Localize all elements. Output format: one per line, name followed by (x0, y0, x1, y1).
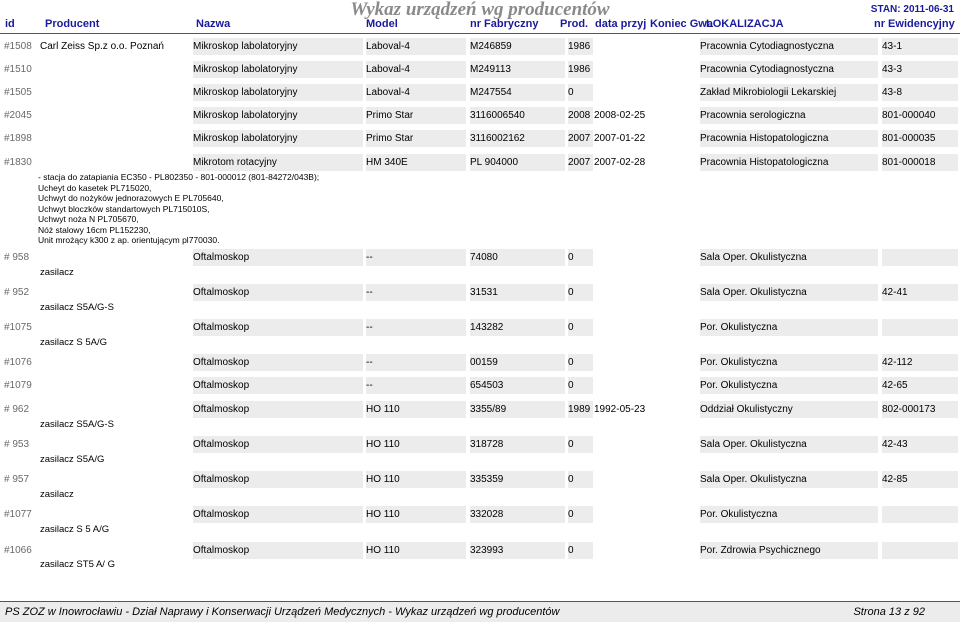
cell-nr-fabryczny: 318728 (470, 436, 565, 453)
cell-prod-year: 0 (568, 506, 593, 523)
cell-data-przyj: 2007-01-22 (594, 133, 646, 144)
cell-model: HO 110 (366, 506, 466, 523)
table-row (0, 284, 960, 302)
cell-data-przyj (594, 542, 697, 559)
cell-producent (40, 284, 189, 301)
cell-producent (40, 542, 189, 559)
cell-nr-fabryczny: PL 904000 (470, 154, 565, 171)
cell-data-przyj (594, 471, 697, 488)
accessory-line: zasilacz ST5 A/ G (40, 559, 115, 570)
cell-nr-ewidencyjny: 42-65 (882, 377, 958, 394)
cell-id: #1510 (4, 64, 32, 75)
cell-lokalizacja: Por. Okulistyczna (700, 377, 878, 394)
cell-model: HO 110 (366, 471, 466, 488)
cell-nr-ewidencyjny: 801-000018 (882, 154, 958, 171)
cell-lokalizacja: Por. Okulistyczna (700, 319, 878, 336)
cell-prod-year: 0 (568, 284, 593, 301)
cell-nr-ewidencyjny: 42-43 (882, 436, 958, 453)
cell-nr-fabryczny: M246859 (470, 38, 565, 55)
cell-id: # 953 (4, 439, 30, 450)
cell-nazwa: Oftalmoskop (193, 436, 363, 453)
cell-data-przyj (594, 377, 697, 394)
cell-nr-ewidencyjny (882, 249, 958, 266)
cell-nazwa: Oftalmoskop (193, 319, 363, 336)
cell-id: # 957 (4, 474, 30, 485)
footer-text: PS ZOZ w Inowrocławiu - Dział Naprawy i Konserwacji Urządzeń Medycznych - Wykaz urządzeń wg producentów (5, 606, 560, 618)
cell-lokalizacja: Sala Oper. Okulistyczna (700, 284, 878, 301)
note-line: Unit mrożący k300 z ap. orientującym pl770030. (38, 235, 220, 245)
table-row (0, 354, 960, 372)
cell-id: #1505 (4, 87, 32, 98)
col-header-nr-fabryczny: nr Fabryczny (470, 18, 539, 30)
cell-prod-year: 2007 (568, 154, 593, 171)
report-date: STAN: 2011-06-31 (870, 4, 954, 15)
cell-nazwa: Oftalmoskop (193, 401, 363, 418)
cell-nazwa: Mikroskop labolatoryjny (193, 130, 363, 147)
cell-data-przyj (594, 249, 697, 266)
accessory-line: zasilacz S5A/G-S (40, 419, 114, 430)
cell-nr-fabryczny: 335359 (470, 471, 565, 488)
table-row (0, 61, 960, 79)
cell-nazwa: Mikroskop labolatoryjny (193, 107, 363, 124)
table-row (0, 542, 960, 560)
cell-lokalizacja: Pracownia Cytodiagnostyczna (700, 38, 878, 55)
cell-model: HO 110 (366, 542, 466, 559)
table-row (0, 436, 960, 454)
cell-producent (40, 107, 189, 124)
cell-model: Laboval-4 (366, 38, 466, 55)
cell-lokalizacja: Sala Oper. Okulistyczna (700, 436, 878, 453)
cell-model: Primo Star (366, 130, 466, 147)
cell-nr-ewidencyjny: 801-000040 (882, 107, 958, 124)
note-line: Uchwyt do nożyków jednorazowych E PL705640, (38, 193, 224, 203)
cell-nazwa: Mikroskop labolatoryjny (193, 38, 363, 55)
cell-lokalizacja: Oddział Okulistyczny (700, 401, 878, 418)
cell-prod-year: 1986 (568, 61, 593, 78)
cell-data-przyj (594, 84, 697, 101)
cell-nazwa: Oftalmoskop (193, 506, 363, 523)
cell-data-przyj (594, 319, 697, 336)
cell-prod-year: 1986 (568, 38, 593, 55)
cell-producent (40, 84, 189, 101)
cell-producent (40, 377, 189, 394)
cell-prod-year: 0 (568, 319, 593, 336)
cell-producent (40, 130, 189, 147)
table-row (0, 130, 960, 148)
cell-nr-fabryczny: 00159 (470, 354, 565, 371)
cell-lokalizacja: Sala Oper. Okulistyczna (700, 249, 878, 266)
cell-id: #1830 (4, 157, 32, 168)
cell-producent (40, 319, 189, 336)
accessory-line: zasilacz S5A/G-S (40, 302, 114, 313)
cell-producent (40, 354, 189, 371)
cell-nr-fabryczny: 3116002162 (470, 130, 565, 147)
note-line: Ucheyt do kasetek PL715020, (38, 182, 152, 193)
cell-id: #1076 (4, 357, 32, 368)
cell-nr-ewidencyjny: 42-41 (882, 284, 958, 301)
col-header-model: Model (366, 18, 398, 30)
table-row (0, 506, 960, 524)
cell-nr-ewidencyjny: 43-3 (882, 61, 958, 78)
cell-nr-ewidencyjny (882, 319, 958, 336)
cell-id: #2045 (4, 110, 32, 121)
cell-nr-ewidencyjny: 43-8 (882, 84, 958, 101)
col-header-data-przyj: data przyj (595, 18, 647, 30)
note-line: Uchwyt bloczków standartowych PL715010S, (38, 203, 210, 214)
col-header-nr-ewidencyjny: nr Ewidencyjny (874, 18, 955, 30)
cell-nr-fabryczny: M249113 (470, 61, 565, 78)
col-header-lokalizacja: LOKALIZACJA (706, 18, 784, 30)
cell-nazwa: Mikroskop labolatoryjny (193, 84, 363, 101)
cell-producent (40, 471, 189, 488)
page-footer (0, 601, 960, 622)
accessory-line: zasilacz S 5A/G (40, 337, 108, 348)
cell-prod-year: 0 (568, 249, 593, 266)
cell-nazwa: Oftalmoskop (193, 284, 363, 301)
table-row (0, 319, 960, 337)
accessory-line: zasilacz (40, 267, 74, 278)
cell-prod-year: 0 (568, 542, 593, 559)
cell-nazwa: Oftalmoskop (193, 249, 363, 266)
cell-nr-fabryczny: 323993 (470, 542, 565, 559)
cell-nazwa: Mikrotom rotacyjny (193, 154, 363, 171)
cell-prod-year: 0 (568, 354, 593, 371)
note-line: - stacja do zatapiania EC350 - PL802350 - 801-000012 (801-84272/043B); (38, 172, 320, 182)
cell-producent (40, 436, 189, 453)
cell-lokalizacja: Por. Okulistyczna (700, 506, 878, 523)
cell-producent (40, 506, 189, 523)
cell-data-przyj (594, 38, 697, 55)
cell-nr-fabryczny: 654503 (470, 377, 565, 394)
cell-producent: Carl Zeiss Sp.z o.o. Poznań (40, 41, 164, 52)
note-line: Nóż stalowy 16cm PL152230, (38, 224, 151, 235)
page-header (0, 0, 960, 35)
cell-id: #1066 (4, 545, 32, 556)
cell-id: #1508 (4, 41, 32, 52)
report-title: Wykaz urządzeń wg producentów (350, 0, 610, 20)
cell-lokalizacja: Pracownia Histopatologiczna (700, 130, 878, 147)
cell-id: #1898 (4, 133, 32, 144)
cell-model: Primo Star (366, 107, 466, 124)
cell-nr-ewidencyjny (882, 506, 958, 523)
cell-id: # 952 (4, 287, 30, 298)
cell-nr-fabryczny: 3116006540 (470, 107, 565, 124)
cell-model: -- (366, 249, 466, 266)
cell-prod-year: 0 (568, 84, 593, 101)
cell-model: -- (366, 319, 466, 336)
cell-nr-fabryczny: M247554 (470, 84, 565, 101)
cell-data-przyj (594, 506, 697, 523)
cell-producent (40, 154, 189, 171)
cell-data-przyj (594, 61, 697, 78)
cell-nazwa: Oftalmoskop (193, 471, 363, 488)
cell-prod-year: 2008 (568, 107, 593, 124)
table-row (0, 471, 960, 489)
cell-nr-fabryczny: 31531 (470, 284, 565, 301)
cell-nr-ewidencyjny: 42-85 (882, 471, 958, 488)
table-row (0, 154, 960, 172)
cell-nr-ewidencyjny: 43-1 (882, 38, 958, 55)
note-line: Uchwyt noża N PL705670, (38, 214, 139, 224)
cell-model: HO 110 (366, 401, 466, 418)
cell-prod-year: 0 (568, 471, 593, 488)
accessory-line: zasilacz S 5 A/G (40, 524, 110, 535)
cell-lokalizacja: Zakład Mikrobiologii Lekarskiej (700, 84, 878, 101)
col-header-koniec-gwa: Koniec Gwa (650, 18, 713, 30)
cell-lokalizacja: Por. Okulistyczna (700, 354, 878, 371)
cell-producent (40, 401, 189, 418)
cell-producent (40, 61, 189, 78)
cell-data-przyj (594, 354, 697, 371)
col-header-nazwa: Nazwa (196, 18, 231, 30)
cell-model: -- (366, 377, 466, 394)
cell-nr-ewidencyjny (882, 542, 958, 559)
cell-nr-ewidencyjny: 801-000035 (882, 130, 958, 147)
cell-data-przyj (594, 284, 697, 301)
table-row (0, 107, 960, 125)
cell-nr-fabryczny: 143282 (470, 319, 565, 336)
col-header-id: id (5, 18, 15, 30)
cell-nazwa: Oftalmoskop (193, 354, 363, 371)
cell-data-przyj: 2008-02-25 (594, 110, 646, 121)
cell-nr-fabryczny: 3355/89 (470, 401, 565, 418)
cell-lokalizacja: Por. Zdrowia Psychicznego (700, 542, 878, 559)
header-divider (0, 33, 960, 34)
cell-nr-fabryczny: 74080 (470, 249, 565, 266)
cell-model: HO 110 (366, 436, 466, 453)
cell-nazwa: Mikroskop labolatoryjny (193, 61, 363, 78)
cell-lokalizacja: Sala Oper. Okulistyczna (700, 471, 878, 488)
table-row (0, 401, 960, 419)
cell-nazwa: Oftalmoskop (193, 542, 363, 559)
cell-prod-year: 2007 (568, 130, 593, 147)
cell-data-przyj (594, 436, 697, 453)
cell-id: #1075 (4, 322, 32, 333)
cell-model: Laboval-4 (366, 61, 466, 78)
cell-lokalizacja: Pracownia serologiczna (700, 107, 878, 124)
accessory-line: zasilacz (40, 489, 74, 500)
cell-model: -- (366, 354, 466, 371)
table-row (0, 84, 960, 102)
cell-prod-year: 0 (568, 436, 593, 453)
cell-model: -- (366, 284, 466, 301)
cell-data-przyj: 1992-05-23 (594, 404, 646, 415)
table-row (0, 38, 960, 56)
cell-id: # 958 (4, 252, 30, 263)
cell-lokalizacja: Pracownia Histopatologiczna (700, 154, 878, 171)
col-header-producent: Producent (45, 18, 100, 30)
cell-prod-year: 1989 (568, 401, 593, 418)
page-number: Strona 13 z 92 (853, 606, 925, 618)
cell-lokalizacja: Pracownia Cytodiagnostyczna (700, 61, 878, 78)
table-row (0, 377, 960, 395)
cell-nr-ewidencyjny: 802-000173 (882, 401, 958, 418)
accessory-line: zasilacz S5A/G (40, 454, 105, 465)
cell-data-przyj: 2007-02-28 (594, 157, 646, 168)
cell-prod-year: 0 (568, 377, 593, 394)
cell-model: HM 340E (366, 154, 466, 171)
cell-nr-ewidencyjny: 42-112 (882, 354, 958, 371)
cell-model: Laboval-4 (366, 84, 466, 101)
cell-nazwa: Oftalmoskop (193, 377, 363, 394)
cell-nr-fabryczny: 332028 (470, 506, 565, 523)
cell-producent (40, 249, 189, 266)
table-row (0, 249, 960, 267)
cell-id: #1077 (4, 509, 32, 520)
cell-id: # 962 (4, 404, 30, 415)
col-header-prod: Prod. (560, 18, 589, 30)
cell-id: #1079 (4, 380, 32, 391)
